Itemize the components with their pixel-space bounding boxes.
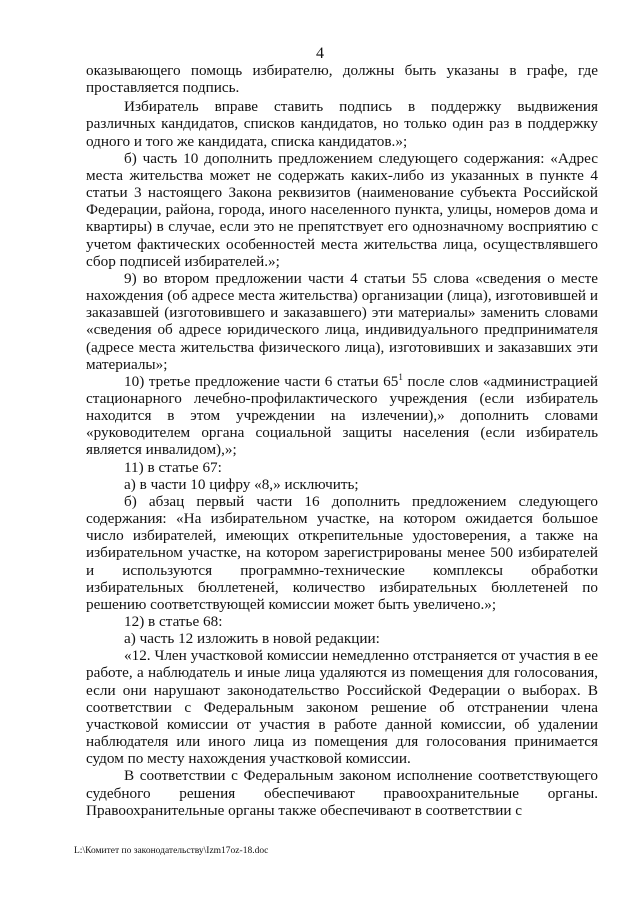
footer-file-path: L:\Комитет по законодательству\Izm17oz-18.doc <box>74 846 269 856</box>
item-10-text-after: после слов «администрацией стационарного лечебно-профилактического учреждения (если избиратель находится в этом учреждении на излечении),» дополнить словами «руководителем органа социальной защиты населения (если избиратель является инвалидом),»; <box>86 372 598 459</box>
page-number: 4 <box>316 45 324 62</box>
document-body <box>86 62 598 819</box>
paragraph-continuation: оказывающего помощь избирателю, должны быть указаны в графе, где проставляется подпись. <box>86 62 598 97</box>
paragraph-item-10 <box>86 373 598 459</box>
paragraph-item-11a: а) в части 10 цифру «8,» исключить; <box>124 475 359 493</box>
paragraph-item-11b: б) абзац первый части 16 дополнить предложением следующего содержания: «На избирательном участке, на котором ожидается большое число избирателей, имеющих открепительные удостоверения, а также на избирательном участке, на котором зарегистрированы менее 500 избирателей и используются программно-технические комплексы обработки избирательных бюллетеней, количество избирательных бюллетеней по решению соответствующей комиссии может быть увеличено.»; <box>86 492 598 613</box>
paragraph-item-12: 12) в статье 68: <box>124 613 223 630</box>
paragraph-new-part-12: «12. Член участковой комиссии немедленно отстраняется от участия в ее работе, а наблюдатель и иные лица удаляются из помещения для голосования, если они нарушают законодательство Российской Федерации о выборах. В соответствии с Федеральным законом решение об отстранении члена участковой комиссии от участия в работе данной комиссии, об удалении наблюдателя или иного лица из помещения для голосования принимается судом по месту нахождения участковой комиссии. <box>86 647 598 768</box>
paragraph-item-11: 11) в статье 67: <box>124 458 222 476</box>
paragraph-voter-signature: Избиратель вправе ставить подпись в поддержку выдвижения различных кандидатов, списков кандидатов, но только один раз в поддержку одного и того же кандидата, списка кандидатов.»; <box>86 98 598 150</box>
item-10-text-before: 10) третье предложение части 6 статьи 65 <box>124 372 399 390</box>
paragraph-item-9: 9) во втором предложении части 4 статьи 55 слова «сведения о месте нахождения (об адресе места жительства) организации (лица), изготовившей и заказавшей (изготовившего и заказавшего) эти материалы» заменить словами «сведения об адресе юридического лица, индивидуального предпринимателя (адресе места жительства физического лица), изготовивших и заказавших эти материалы»; <box>86 269 598 373</box>
paragraph-court-decision: В соответствии с Федеральным законом исполнение соответствующего судебного решения обеспечивают правоохранительные органы. Правоохранительные органы также обеспечивают в соответствии с <box>86 767 598 819</box>
item-10-superscript: 1 <box>398 371 403 382</box>
paragraph-item-12a: а) часть 12 изложить в новой редакции: <box>124 630 380 648</box>
paragraph-amendment-b-part10: б) часть 10 дополнить предложением следующего содержания: «Адрес места жительства может не содержать каких-либо из указанных в пункте 4 статьи 3 настоящего Закона реквизитов (наименование субъекта Российской Федерации, района, города, иного населенного пункта, улицы, номеров дома и квартиры) в случае, если это не препятствует его однозначному восприятию с учетом фактических особенностей места жительства лица, осуществлявшего сбор подписей избирателей.»; <box>86 149 598 270</box>
